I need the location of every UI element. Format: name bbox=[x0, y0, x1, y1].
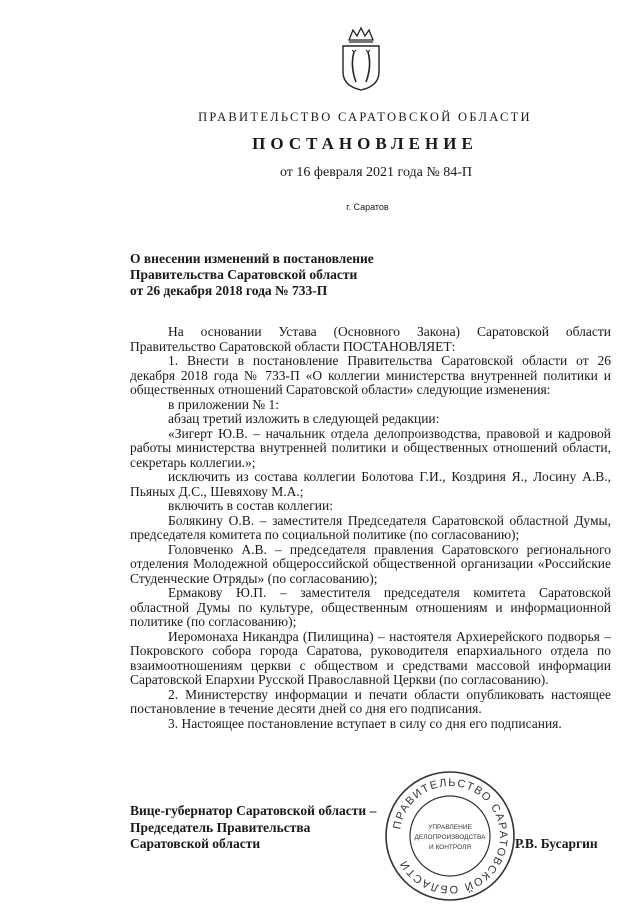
signatory-line: Председатель Правительства bbox=[130, 819, 311, 835]
body-paragraph: 3. Настоящее постановление вступает в силу со дня его подписания. bbox=[168, 715, 562, 731]
body-paragraph: абзац третий изложить в следующей редакции: bbox=[168, 411, 440, 426]
subject-line: О внесении изменений в постановление bbox=[130, 251, 374, 266]
body-paragraph: Ермакову Ю.П. – заместителя председателя комитета Саратовской областной Думы по культуре, общественным отношениям и информационной политике (по согласованию); bbox=[130, 585, 611, 629]
seal-center-line: УПРАВЛЕНИЕ bbox=[428, 824, 472, 831]
body-paragraph: «Зигерт Ю.В. – начальник отдела делопроизводства, правовой и кадровой работы министерства внутренней политики и общественных отношений области, секретарь коллегии.»; bbox=[130, 425, 611, 470]
document-type-title: ПОСТАНОВЛЕНИЕ bbox=[252, 134, 478, 153]
saratov-coat-of-arms-icon bbox=[337, 26, 385, 92]
signatory-line: Саратовской области bbox=[130, 836, 261, 851]
seal-center-line: ДЕЛОПРОИЗВОДСТВА bbox=[414, 834, 486, 841]
signatory-name: Р.В. Бусаргин bbox=[515, 836, 598, 851]
document-subject bbox=[130, 251, 374, 299]
seal-center-line: И КОНТРОЛЯ bbox=[428, 844, 472, 851]
body-paragraph: Головченко А.В. – председателя правления Саратовского регионального отделения Молодежной общероссийской общественной организации «Российские Студенческие Отряды» (по согласованию); bbox=[130, 541, 611, 586]
subject-line: от 26 декабря 2018 года № 733-П bbox=[130, 283, 328, 298]
body-paragraph: Иеромонаха Никандра (Пилищина) – настоятеля Архиерейского подворья – Покровского собора города Саратова, руководителя епархиального отдела по взаимоотношениям церкви с обществом и средствами массовой информации Саратовской Епархии Русской Православной Церкви (по согласованию). bbox=[130, 628, 611, 687]
body-paragraph: включить в состав коллегии: bbox=[168, 498, 333, 513]
body-paragraph: исключить из состава коллегии Болотова Г.И., Коздриня Я., Лосину А.В., Пьяных Д.С., Шевяхову М.А.; bbox=[130, 469, 611, 499]
body-paragraph: 2. Министерству информации и печати области опубликовать настоящее постановление в течение десяти дней со дня его подписания. bbox=[130, 686, 611, 716]
signatory-line: Вице-губернатор Саратовской области – bbox=[130, 803, 377, 818]
body-paragraph: 1. Внести в постановление Правительства Саратовской области от 26 декабря 2018 года № 733-П «О коллегии министерства внутренней политики и общественных отношений Саратовской области» следующие изменения: bbox=[130, 353, 611, 397]
document-date-number: от 16 февраля 2021 года № 84-П bbox=[279, 165, 473, 180]
subject-line: Правительства Саратовской области bbox=[130, 267, 358, 282]
document-city: г. Саратов bbox=[346, 202, 389, 212]
body-paragraph: Болякину О.В. – заместителя Председателя Саратовской областной Думы, председателя комитета по социальной политике (по согласованию); bbox=[130, 512, 611, 542]
body-paragraph: в приложении № 1: bbox=[168, 396, 280, 412]
body-paragraph: На основании Устава (Основного Закона) Саратовской области Правительство Саратовской области ПОСТАНОВЛЯЕТ: bbox=[130, 324, 611, 354]
round-seal-icon bbox=[382, 768, 518, 904]
document-body bbox=[130, 325, 611, 731]
signatory-title bbox=[130, 803, 376, 853]
seal-ring-text: ПРАВИТЕЛЬСТВО САРАТОВСКОЙ ОБЛАСТИ bbox=[391, 776, 510, 896]
government-name: ПРАВИТЕЛЬСТВО САРАТОВСКОЙ ОБЛАСТИ bbox=[198, 110, 532, 124]
